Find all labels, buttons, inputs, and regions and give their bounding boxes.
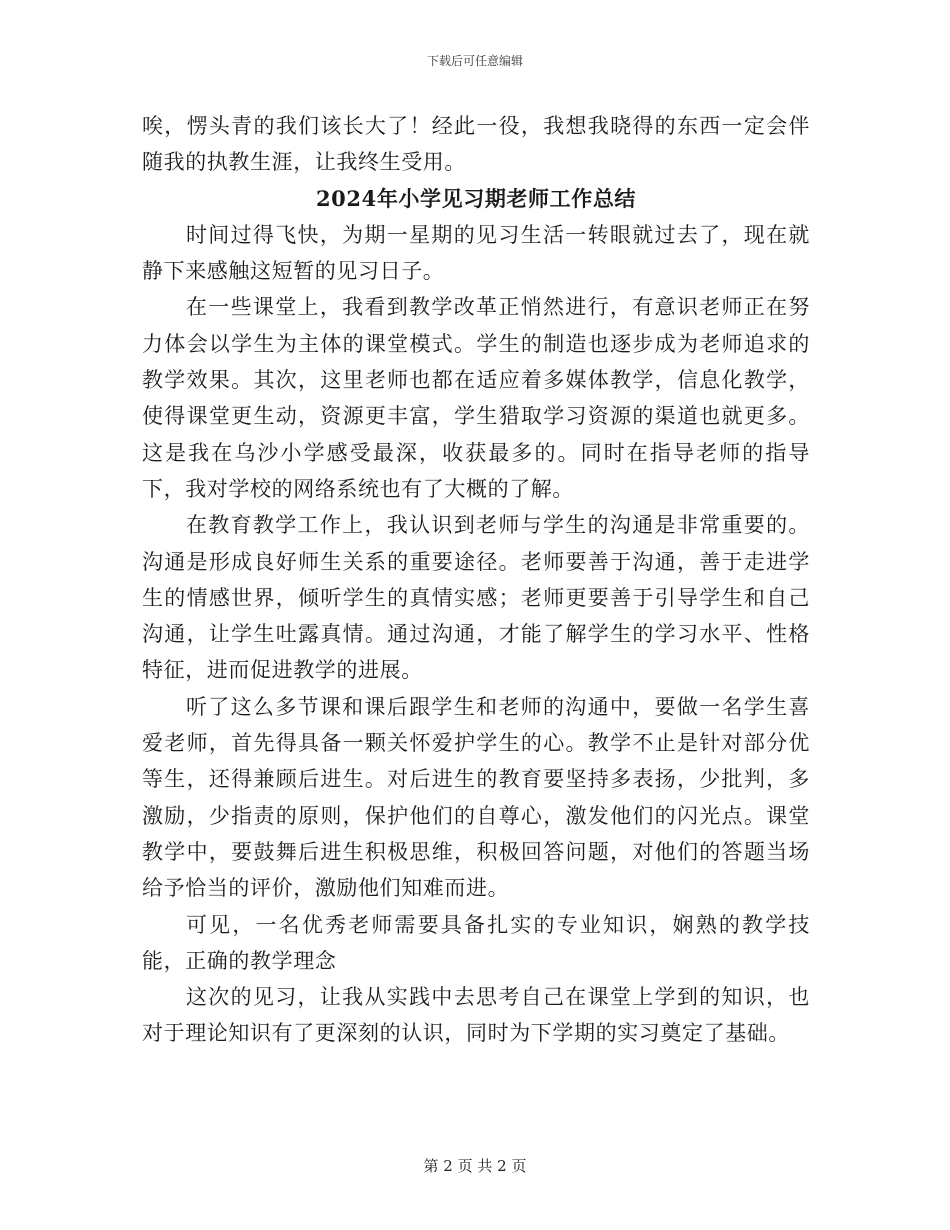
body-paragraph: 时间过得飞快，为期一星期的见习生活一转眼就过去了，现在就静下来感触这短暂的见习日子。: [142, 222, 810, 284]
body-paragraph: 在一些课堂上，我看到教学改革正悄然进行，有意识老师正在努力体会以学生为主体的课堂模式。学生的制造也逐步成为老师追求的教学效果。其次，这里老师也都在适应着多媒体教学，信息化教学，使得课堂更生动，资源更丰富，学生猎取学习资源的渠道也就更多。这是我在乌沙小学感受最深，收获最多的。同时在指导老师的指导下，我对学校的网络系统也有了大概的了解。: [142, 295, 810, 501]
page-footer: 第 2 页 共 2 页: [423, 1157, 527, 1175]
body-paragraph: 这次的见习，让我从实践中去思考自己在课堂上学到的知识，也对于理论知识有了更深刻的认识，同时为下学期的实习奠定了基础。: [142, 985, 810, 1046]
page-header: 下载后可任意编辑: [426, 54, 523, 68]
body-paragraph: 可见，一名优秀老师需要具备扎实的专业知识，娴熟的教学技能，正确的教学理念: [142, 912, 810, 973]
body-paragraph: 听了这么多节课和课后跟学生和老师的沟通中，要做一名学生喜爱老师，首先得具备一颗关怀爱护学生的心。教学不止是针对部分优等生，还得兼顾后进生。对后进生的教育要坚持多表扬，少批判，多激励，少指责的原则，保护他们的自尊心，激发他们的闪光点。课堂教学中，要鼓舞后进生积极思维，积极回答问题，对他们的答题当场给予恰当的评价，激励他们知难而进。: [142, 694, 810, 901]
document-title: 2024年小学见习期老师工作总结: [315, 185, 637, 211]
intro-paragraph: 唉，愣头青的我们该长大了！经此一役，我想我晓得的东西一定会伴随我的执教生涯，让我终生受用。: [142, 114, 810, 175]
document-body: [142, 108, 810, 1052]
body-paragraph: 在教育教学工作上，我认识到老师与学生的沟通是非常重要的。沟通是形成良好师生关系的重要途径。老师要善于沟通，善于走进学生的情感世界，倾听学生的真情实感；老师更要善于引导学生和自己沟通，让学生吐露真情。通过沟通，才能了解学生的学习水平、性格特征，进而促进教学的进展。: [142, 513, 810, 683]
